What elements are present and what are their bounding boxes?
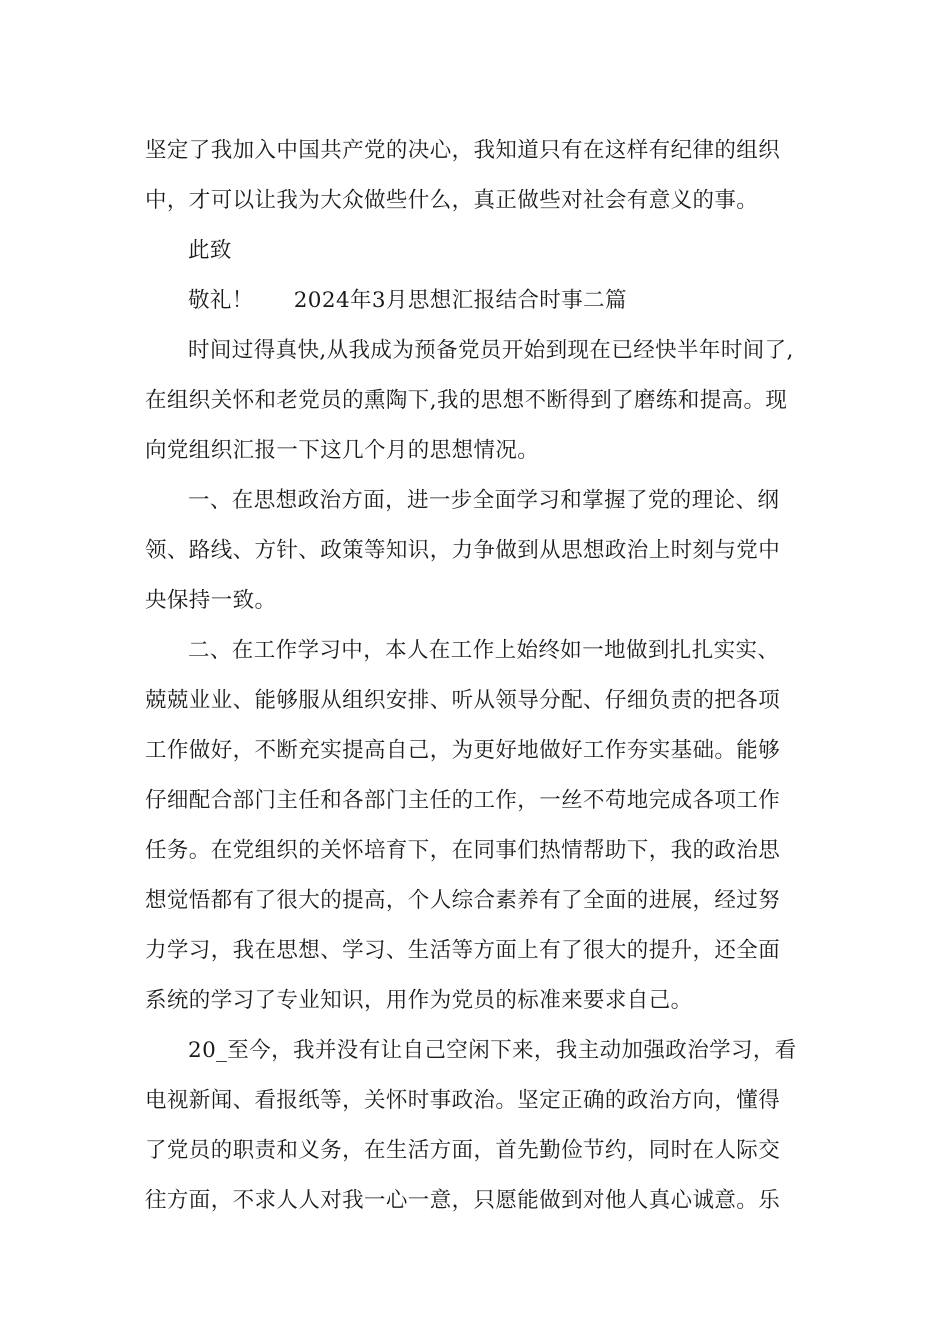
text-line-16: 想觉悟都有了很大的提高，个人综合素养有了全面的进展，经过努 <box>145 888 781 913</box>
text-line-18: 系统的学习了专业知识，用作为党员的标准来要求自己。 <box>145 988 693 1013</box>
text-line-8: 一、在思想政治方面，进一步全面学习和掌握了党的理论、纲 <box>188 488 780 513</box>
text-line-22: 往方面，不求人人对我一心一意，只愿能做到对他人真心诚意。乐 <box>145 1188 781 1213</box>
text-line-6: 在组织关怀和老党员的熏陶下,我的思想不断得到了磨练和提高。现 <box>145 388 788 413</box>
text-line-10: 央保持一致。 <box>145 588 277 613</box>
closing-salutation: 此致 <box>188 238 232 263</box>
text-line-1: 坚定了我加入中国共产党的决心，我知道只有在这样有纪律的组织 <box>145 138 781 163</box>
document-title: 2024年3月思想汇报结合时事二篇 <box>293 288 627 313</box>
text-line-15: 任务。在党组织的关怀培育下，在同事们热情帮助下，我的政治思 <box>145 838 781 863</box>
text-line-17: 力学习，我在思想、学习、生活等方面上有了很大的提升，还全面 <box>145 938 781 963</box>
text-line-2: 中，才可以让我为大众做些什么，真正做些对社会有意义的事。 <box>145 188 759 213</box>
text-line-12: 兢兢业业、能够服从组织安排、听从领导分配、仔细负责的把各项 <box>145 688 781 713</box>
text-line-20: 电视新闻、看报纸等，关怀时事政治。坚定正确的政治方向，懂得 <box>145 1088 781 1113</box>
text-line-21: 了党员的职责和义务，在生活方面，首先勤俭节约，同时在人际交 <box>145 1138 781 1163</box>
text-line-5: 时间过得真快,从我成为预备党员开始到现在已经快半年时间了, <box>188 338 794 363</box>
closing-regards-line <box>188 284 858 318</box>
closing-regards: 敬礼！ <box>188 288 254 313</box>
text-line-11: 二、在工作学习中，本人在工作上始终如一地做到扎扎实实、 <box>188 638 780 663</box>
text-line-9: 领、路线、方针、政策等知识，力争做到从思想政治上时刻与党中 <box>145 538 781 563</box>
text-line-14: 仔细配合部门主任和各部门主任的工作，一丝不苟地完成各项工作 <box>145 788 781 813</box>
text-line-7: 向党组织汇报一下这几个月的思想情况。 <box>145 438 540 463</box>
text-line-13: 工作做好，不断充实提高自己，为更好地做好工作夯实基础。能够 <box>145 738 781 763</box>
text-line-19: 20_至今，我并没有让自己空闲下来，我主动加强政治学习，看 <box>188 1038 797 1063</box>
